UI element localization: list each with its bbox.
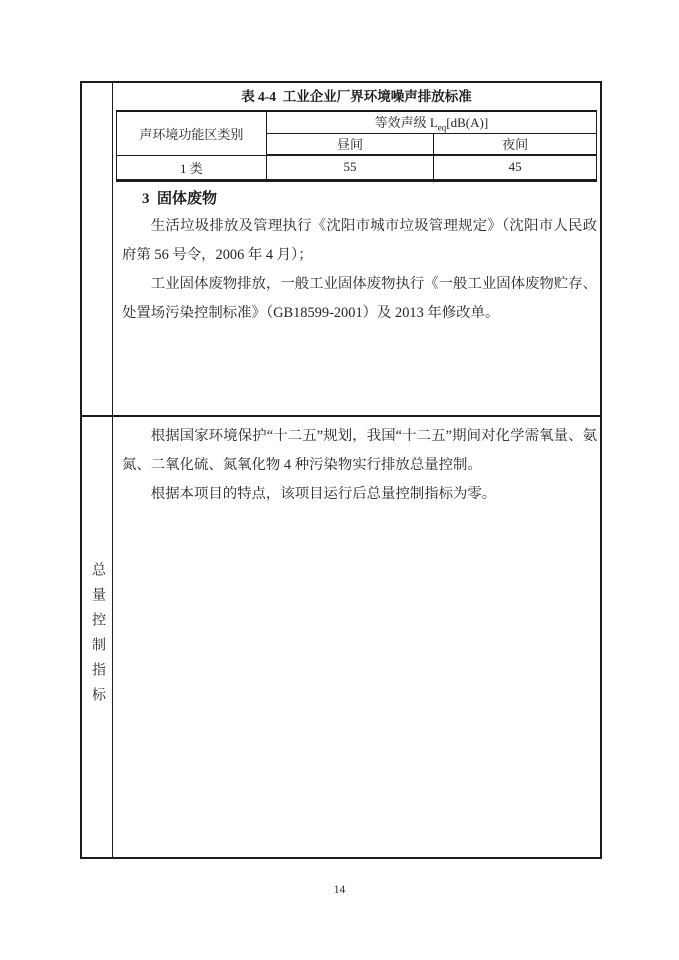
leq-subscript: eq xyxy=(437,122,447,133)
header-leq xyxy=(266,111,596,133)
header-category: 声环境功能区类别 xyxy=(117,111,267,155)
total-control-content xyxy=(113,417,600,857)
page-number: 14 xyxy=(333,884,346,896)
leq-suffix: [dB(A)] xyxy=(446,115,489,130)
table-header-row-1 xyxy=(117,111,597,133)
noise-table-title: 表 4-4 工业企业厂界环境噪声排放标准 xyxy=(241,89,472,104)
document-frame xyxy=(80,81,602,859)
cell-category: 1 类 xyxy=(117,155,267,180)
noise-standard-table xyxy=(116,110,597,182)
table-row xyxy=(117,155,597,180)
solid-waste-paragraph-2: 工业固体废物排放，一般工业固体废物执行《一般工业固体废物贮存、处置场污染控制标准》（GB18599-2001）及 2013 年修改单。 xyxy=(122,275,597,321)
total-control-paragraph-1: 根据国家环境保护“十二五”规划，我国“十二五”期间对化学需氧量、氨氮、二氧化硫、氮氧化物 4 种污染物实行排放总量控制。 xyxy=(122,428,597,473)
section-total-control xyxy=(82,417,600,857)
header-nighttime: 夜间 xyxy=(434,133,597,155)
standards-content xyxy=(113,83,600,415)
row-label-cell-empty xyxy=(82,83,113,415)
header-daytime: 昼间 xyxy=(266,133,434,155)
row-label-cell xyxy=(82,417,113,857)
section-standards xyxy=(82,83,600,417)
cell-day-value: 55 xyxy=(266,155,434,180)
solid-waste-heading: 3 固体废物 xyxy=(142,190,218,207)
total-control-label: 总量控制指标 xyxy=(90,562,105,712)
cell-night-value: 45 xyxy=(434,155,597,180)
total-control-paragraph-2: 根据本项目的特点，该项目运行后总量控制指标为零。 xyxy=(150,486,497,502)
leq-prefix: 等效声级 L xyxy=(374,115,438,130)
solid-waste-paragraph-1: 生活垃圾排放及管理执行《沈阳市城市垃圾管理规定》（沈阳市人民政府第 56 号令，2006 年 4 月）； xyxy=(122,217,597,263)
